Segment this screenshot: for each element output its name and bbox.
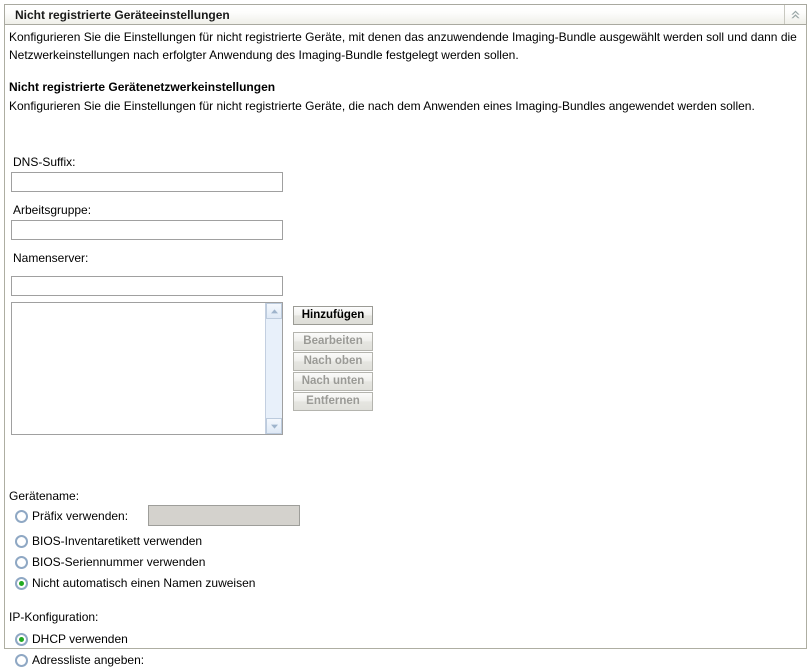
network-section-description: Konfigurieren Sie die Einstellungen für nicht registrierte Geräte, die nach dem Anwenden eines Imaging-Bundles angewendet werden sollen. — [9, 99, 755, 113]
chevron-down-icon — [270, 423, 279, 430]
radio-label: DHCP verwenden — [32, 632, 128, 646]
radio-device-name-prefix[interactable] — [15, 507, 128, 525]
nameserver-input[interactable] — [11, 276, 283, 296]
radio-label: BIOS-Inventaretikett verwenden — [32, 534, 203, 548]
radio-indicator — [15, 510, 28, 523]
ip-configuration-group-label: IP-Konfiguration: — [9, 610, 99, 624]
chevron-up-icon — [270, 308, 279, 315]
nameserver-move-up-button[interactable]: Nach oben — [293, 352, 373, 371]
scrollbar-down-button[interactable] — [266, 418, 282, 434]
nameserver-add-button[interactable]: Hinzufügen — [293, 306, 373, 325]
panel-intro-text: Konfigurieren Sie die Einstellungen für nicht registrierte Geräte, mit denen das anzuwendende Imaging-Bundle ausgewählt werden soll und dann die Netzwerkeinstellungen nach erfolgter Anwendung des Imaging-Bundle festgelegt werden sollen. — [9, 30, 797, 62]
device-name-prefix-input[interactable] — [148, 505, 300, 526]
workgroup-input[interactable] — [11, 220, 283, 240]
radio-device-name-none[interactable] — [15, 574, 255, 592]
nameserver-label: Namenserver: — [13, 251, 89, 265]
radio-label: BIOS-Seriennummer verwenden — [32, 555, 206, 569]
scrollbar-up-button[interactable] — [266, 303, 282, 319]
radio-label: Nicht automatisch einen Namen zuweisen — [32, 576, 256, 590]
radio-device-name-bios-asset-tag[interactable] — [15, 532, 202, 550]
device-name-group-label: Gerätename: — [9, 489, 80, 503]
radio-ip-address-list[interactable] — [15, 651, 144, 669]
workgroup-label: Arbeitsgruppe: — [13, 203, 92, 217]
nameserver-list-area[interactable] — [12, 303, 265, 434]
panel-content — [5, 26, 806, 667]
nameserver-listbox[interactable] — [11, 302, 283, 435]
radio-label: Präfix verwenden: — [32, 509, 129, 523]
nameserver-move-down-button[interactable]: Nach unten — [293, 372, 373, 391]
panel-title: Nicht registrierte Geräteeinstellungen — [15, 7, 230, 22]
dns-suffix-input[interactable] — [11, 172, 283, 192]
radio-ip-dhcp[interactable] — [15, 630, 128, 648]
panel-titlebar — [4, 4, 807, 25]
double-chevron-up-icon — [789, 8, 802, 21]
nameserver-scrollbar[interactable] — [265, 303, 282, 434]
nameserver-edit-button[interactable]: Bearbeiten — [293, 332, 373, 351]
nameserver-remove-button[interactable]: Entfernen — [293, 392, 373, 411]
network-section-heading: Nicht registrierte Gerätenetzwerkeinstellungen — [9, 80, 276, 94]
radio-indicator — [15, 654, 28, 667]
radio-device-name-bios-serial[interactable] — [15, 553, 205, 571]
collapse-panel-button[interactable] — [784, 5, 806, 24]
dns-suffix-label: DNS-Suffix: — [13, 155, 76, 169]
radio-indicator — [15, 577, 28, 590]
scrollbar-track[interactable] — [266, 319, 282, 418]
radio-indicator — [15, 633, 28, 646]
radio-indicator — [15, 535, 28, 548]
radio-label: Adressliste angeben: — [32, 653, 145, 667]
radio-indicator — [15, 556, 28, 569]
